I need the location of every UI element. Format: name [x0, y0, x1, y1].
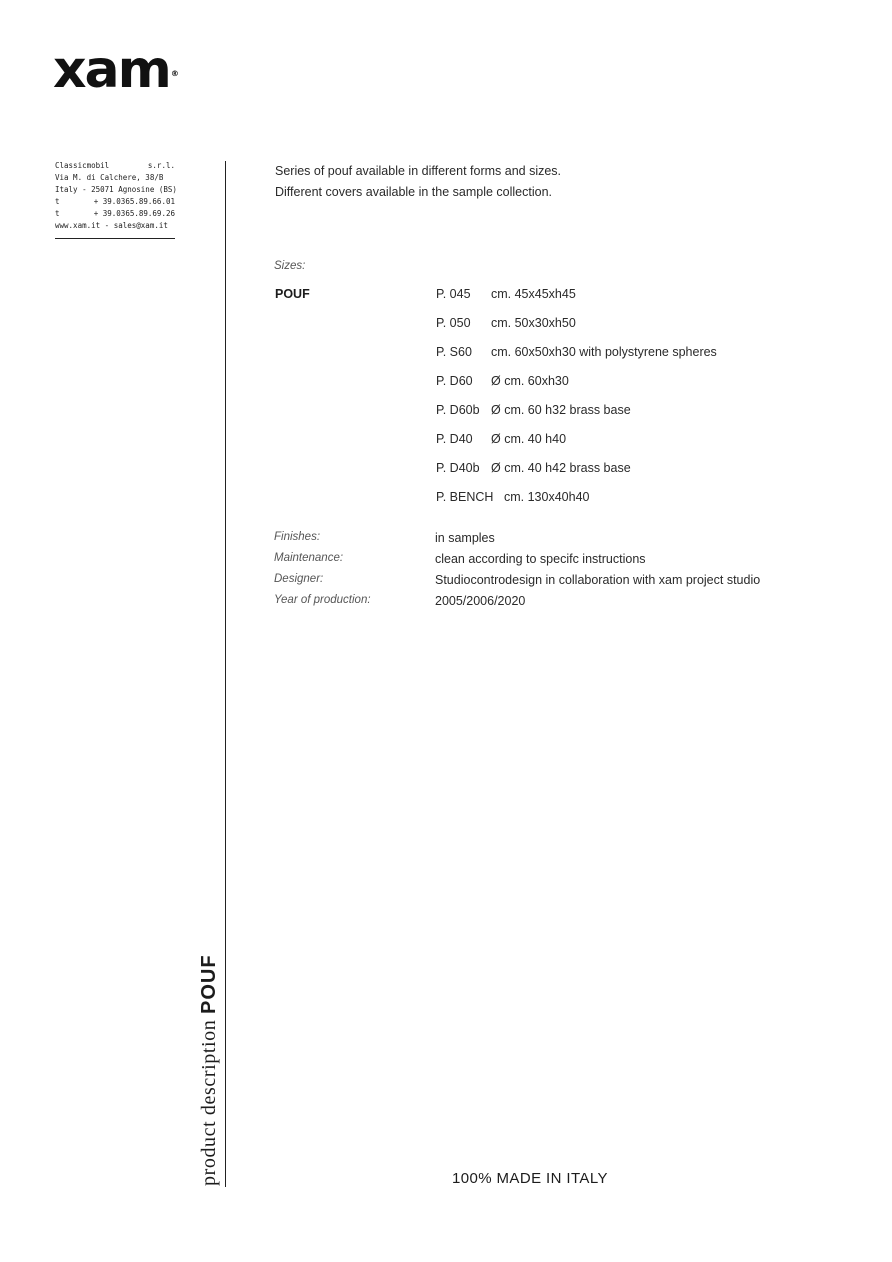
size-code: P. S60 — [436, 345, 472, 359]
intro-line: Different covers available in the sample collection. — [275, 185, 552, 199]
phone-number: + 39.0365.89.66.01 — [93, 197, 175, 206]
size-row — [436, 374, 717, 403]
size-row — [436, 316, 717, 345]
product-label: POUF — [275, 287, 310, 301]
sizes-label: Sizes: — [274, 260, 306, 272]
side-title — [198, 954, 221, 1186]
company-type: s.r.l. — [147, 161, 175, 170]
spec-value: Studiocontrodesign in collaboration with xam project studio — [435, 573, 761, 587]
intro-text — [275, 161, 561, 203]
fax-number: + 39.0365.89.69.26 — [93, 209, 175, 218]
size-code: P. D60b — [436, 403, 480, 417]
size-code: P. 050 — [436, 316, 471, 330]
size-desc: cm. 45x45xh45 — [491, 287, 576, 301]
size-code: P. BENCH — [436, 490, 494, 504]
intro-line: Series of pouf available in different forms and sizes. — [275, 164, 562, 178]
spec-label: Designer: — [274, 573, 324, 585]
spec-value: in samples — [435, 531, 495, 545]
size-code: P. D40b — [436, 461, 480, 475]
size-row — [436, 403, 717, 432]
spec-value: clean according to specifc instructions — [435, 552, 646, 566]
fax-line — [55, 208, 175, 220]
size-code: P. D40 — [436, 432, 473, 446]
size-row — [436, 490, 717, 519]
size-row — [436, 345, 717, 374]
registered-mark: ® — [170, 69, 179, 78]
size-row — [436, 432, 717, 461]
company-line — [55, 160, 175, 172]
logo-text: xam — [53, 40, 170, 100]
size-desc: Ø cm. 60 h32 brass base — [491, 403, 631, 417]
made-in-italy-footer: 100% MADE IN ITALY — [452, 1170, 608, 1187]
size-row — [436, 461, 717, 490]
size-code: P. D60 — [436, 374, 473, 388]
spec-label: Year of production: — [274, 594, 371, 606]
address-line: Via M. di Calchere, 38/B — [55, 173, 164, 182]
side-title-product: POUF — [198, 954, 220, 1015]
phone-line — [55, 196, 175, 208]
spec-label: Finishes: — [274, 531, 321, 543]
side-title-prefix: product description — [198, 1019, 220, 1186]
sizes-list — [436, 287, 717, 519]
city-line: Italy - 25071 Agnosine (BS) — [55, 185, 177, 194]
spec-label: Maintenance: — [274, 552, 344, 564]
size-desc: cm. 60x50xh30 with polystyrene spheres — [491, 345, 717, 359]
size-desc: Ø cm. 60xh30 — [491, 374, 569, 388]
size-code: P. 045 — [436, 287, 471, 301]
size-desc: cm. 50x30xh50 — [491, 316, 576, 330]
size-desc: Ø cm. 40 h42 brass base — [491, 461, 631, 475]
size-desc: Ø cm. 40 h40 — [491, 432, 567, 446]
fax-prefix: t — [55, 209, 60, 218]
web-email-line: www.xam.it - sales@xam.it — [55, 221, 168, 230]
contact-block — [55, 160, 175, 232]
contact-divider — [55, 238, 175, 239]
spec-value: 2005/2006/2020 — [435, 594, 526, 608]
company-name: Classicmobil — [55, 161, 110, 170]
size-desc: cm. 130x40h40 — [504, 490, 590, 504]
brand-logo — [53, 40, 179, 100]
phone-prefix: t — [55, 197, 60, 206]
vertical-rule — [225, 161, 226, 1187]
size-row — [436, 287, 717, 316]
